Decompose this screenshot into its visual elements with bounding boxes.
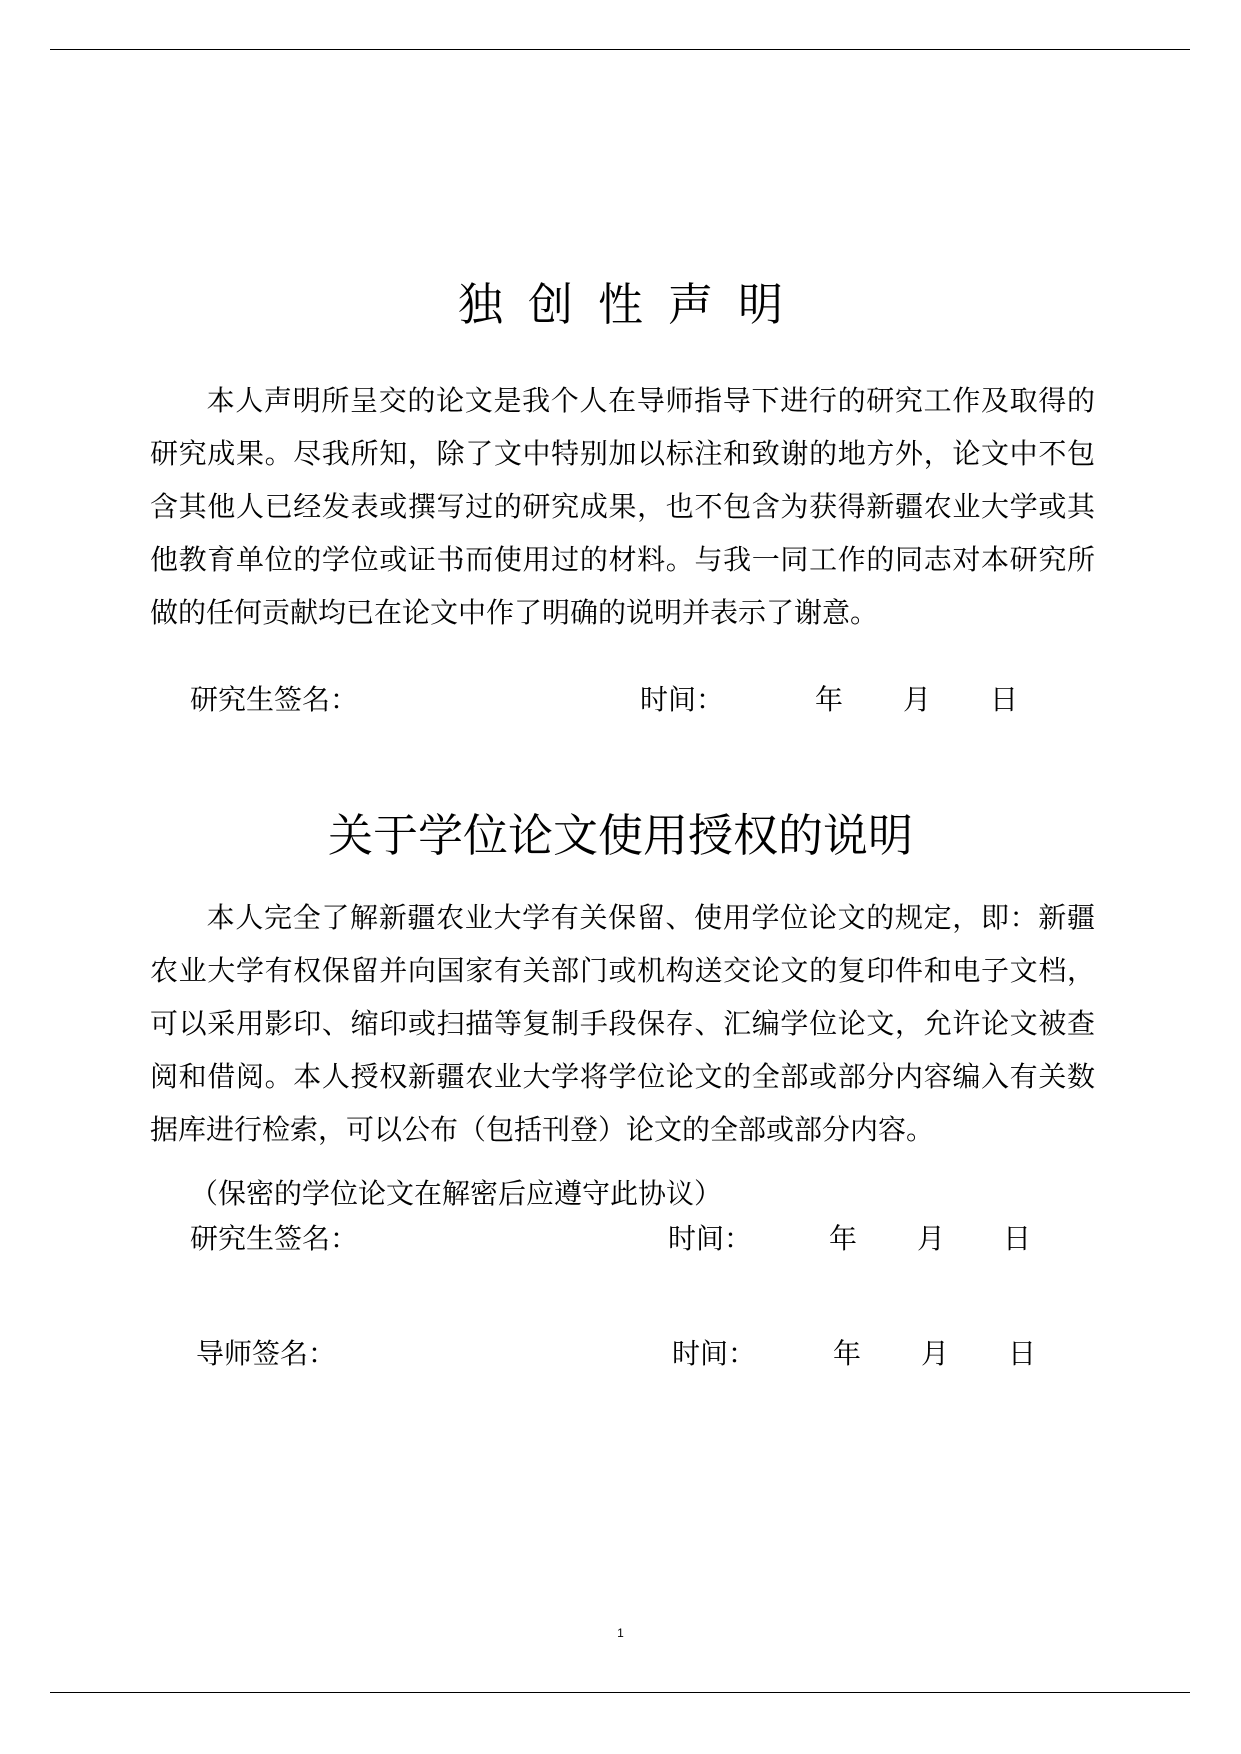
advisor-time-label: 时间： [672,1337,757,1370]
declaration-title: 独创性声明 [457,278,808,331]
authorization-body-text: 本人完全了解新疆农业大学有关保留、使用学位论文的规定，即：新疆农业大学有权保留并向国家有关部门或机构送交论文的复印件和电子文档，可以采用影印、缩印或扫描等复制手段保存、汇编学位论文，允许论文被查阅和借阅。本人授权新疆农业大学将学位论文的全部或部分内容编入有关数据库进行检索，可以公布（包括刊登）论文的全部或部分内容。 [150,901,1095,1146]
student-signature-label: 研究生签名： [190,1222,359,1255]
student-month: 月 [917,1222,946,1255]
declaration-body-text: 本人声明所呈交的论文是我个人在导师指导下进行的研究工作及取得的研究成果。尽我所知，除了文中特别加以标注和致谢的地方外，论文中不包含其他人已经发表或撰写过的研究成果，也不包含为获得新疆农业大学或其他教育单位的学位或证书而使用过的材料。与我一同工作的同志对本研究所做的任何贡献均已在论文中作了明确的说明并表示了谢意。 [150,384,1095,629]
declaration-body [150,374,1095,639]
declaration-signature-label: 研究生签名： [190,683,359,716]
advisor-year: 年 [833,1337,862,1370]
student-day: 日 [1003,1222,1032,1255]
advisor-day: 日 [1008,1337,1037,1370]
declaration-day: 日 [990,683,1019,716]
declaration-month: 月 [903,683,932,716]
student-time-label: 时间： [668,1222,753,1255]
declaration-year: 年 [815,683,844,716]
footer-rule [50,1692,1190,1693]
authorization-title: 关于学位论文使用授权的说明 [327,809,913,862]
page-number: 1 [617,1626,624,1640]
authorization-body [150,891,1095,1156]
student-year: 年 [829,1222,858,1255]
advisor-month: 月 [921,1337,950,1370]
advisor-signature-label: 导师签名： [196,1337,337,1370]
confidential-note: （保密的学位论文在解密后应遵守此协议） [190,1177,723,1210]
declaration-time-label: 时间： [640,683,725,716]
header-rule [50,49,1190,50]
